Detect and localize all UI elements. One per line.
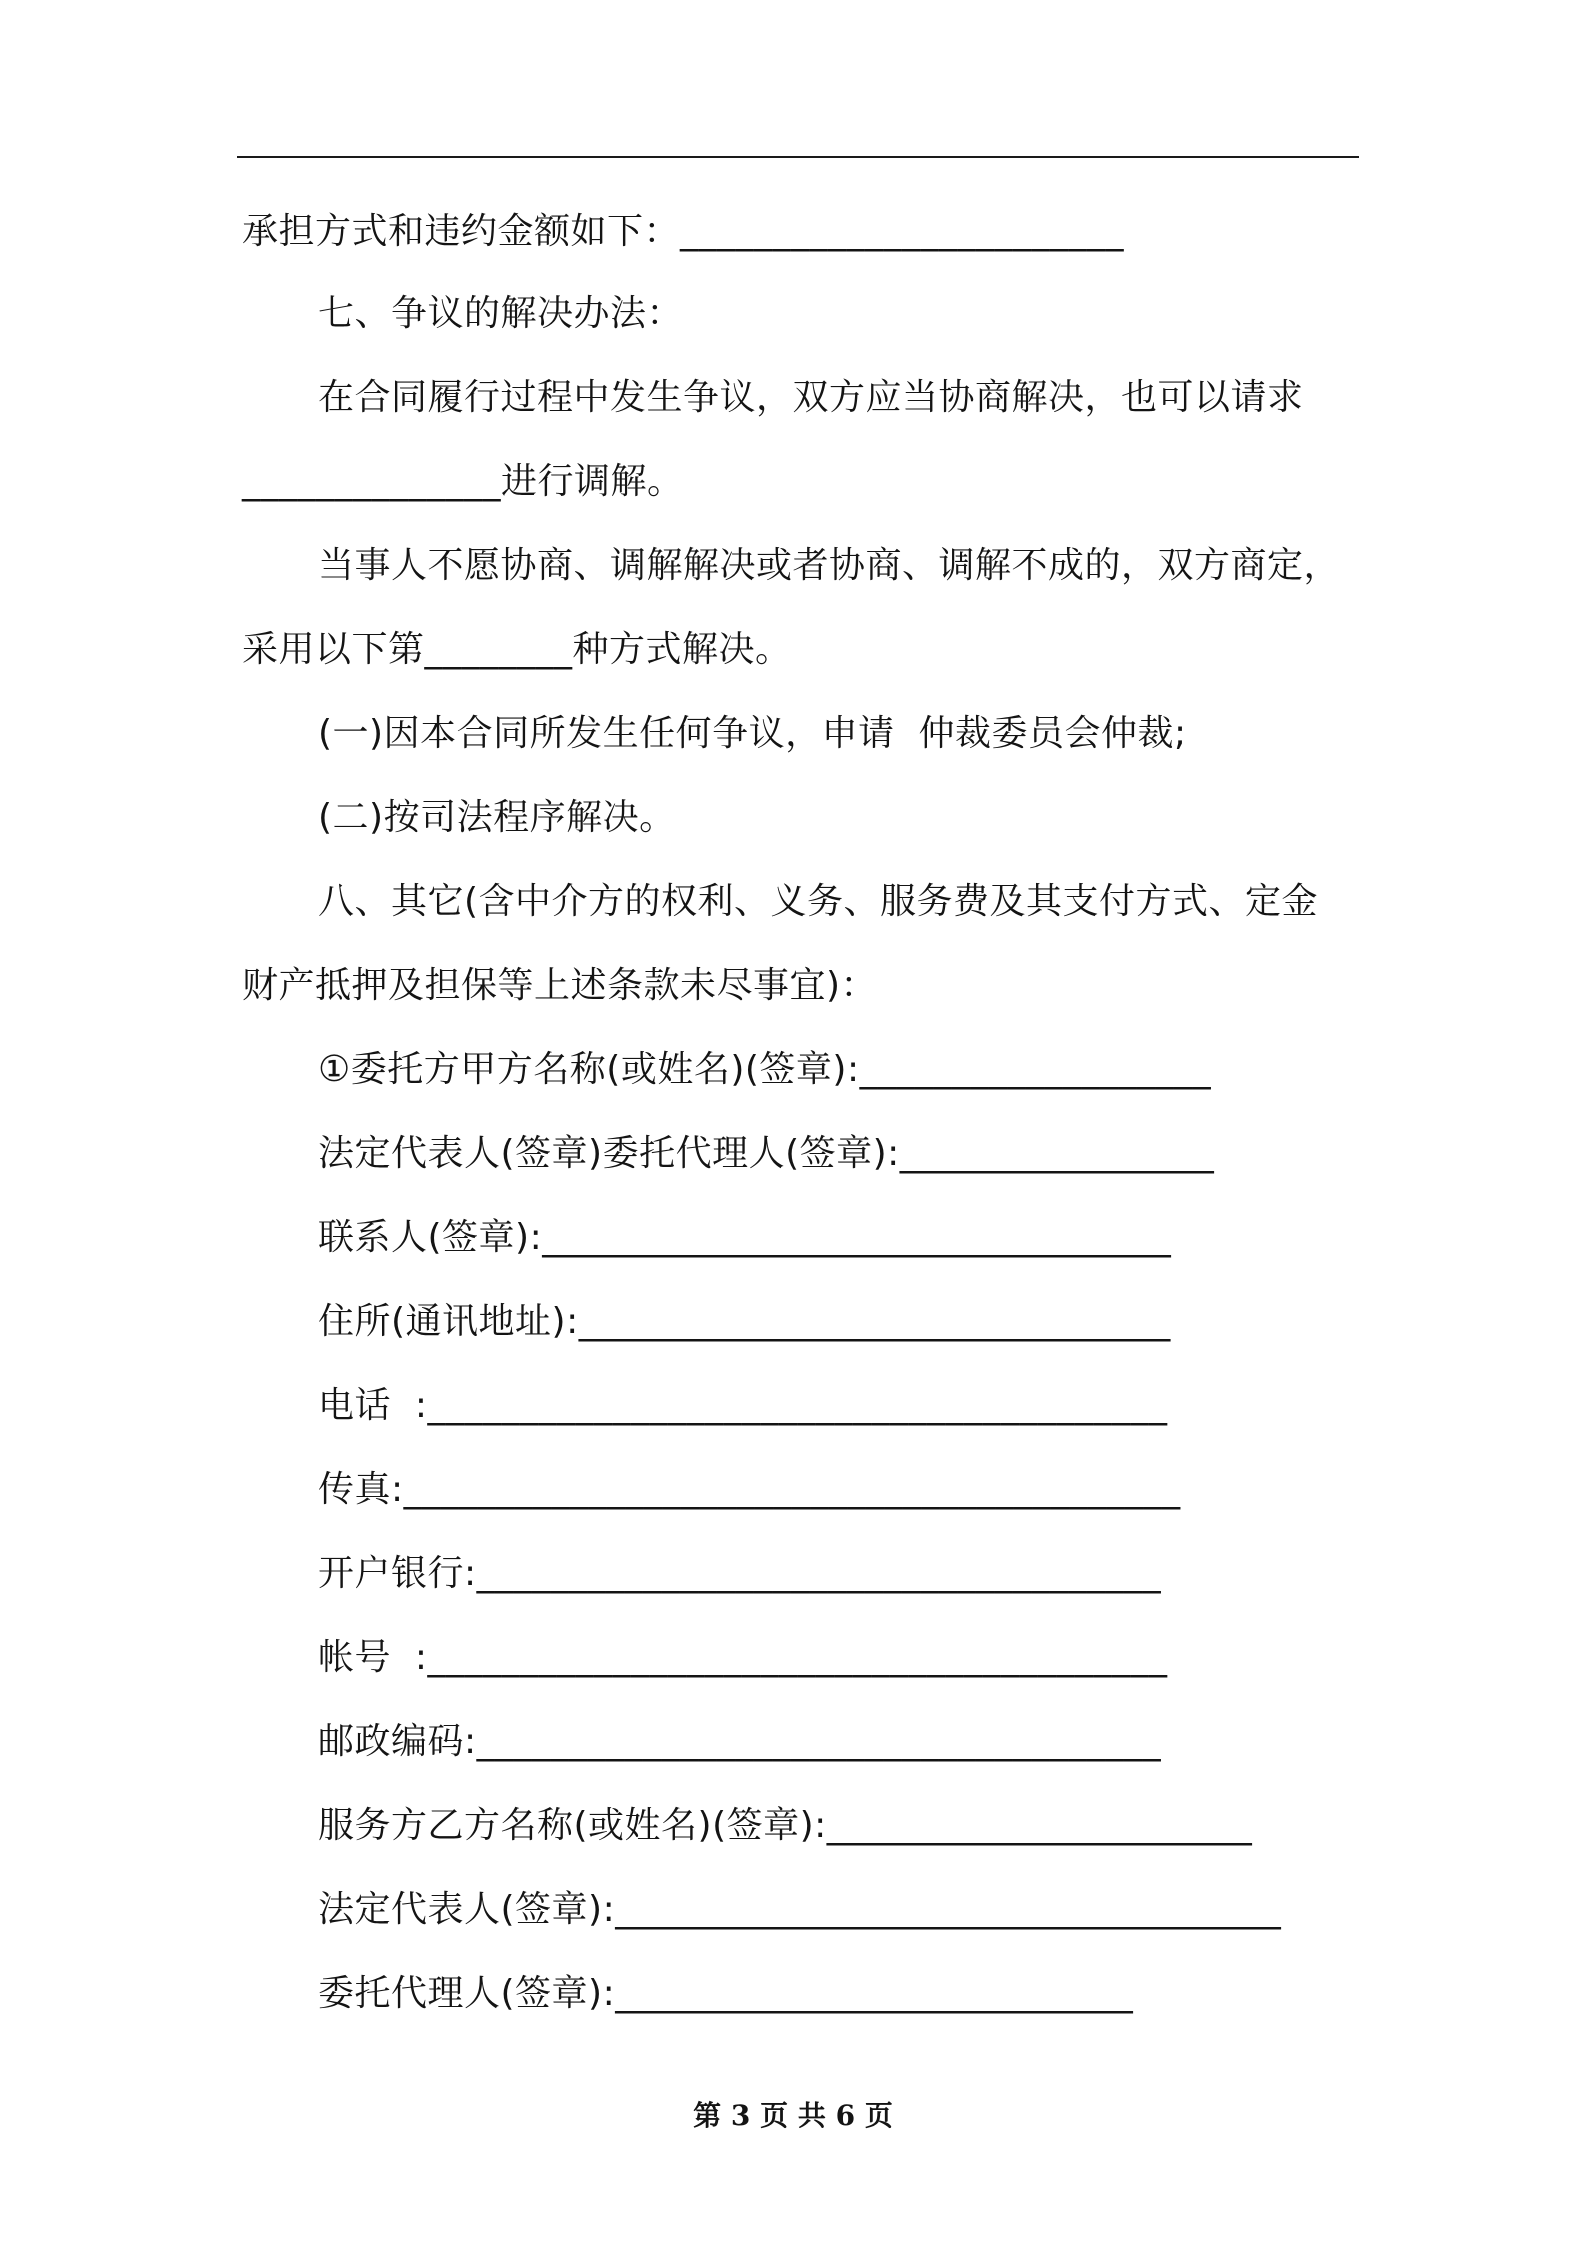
party-a-postcode-field: 邮政编码:_____________________________________: [318, 1721, 1162, 1762]
party-a-fax-field: 传真:__________________________________________: [318, 1469, 1181, 1510]
party-b-representative-field: 法定代表人(签章):____________________________________: [318, 1889, 1282, 1930]
clause-8-heading-cont: 财产抵押及担保等上述条款未尽事宜)：: [242, 965, 878, 1006]
clause-7-paragraph-1: 在合同履行过程中发生争议，双方应当协商解决，也可以请求: [318, 377, 1304, 418]
clause-7-option-1: (一)因本合同所发生任何争议，申请 仲裁委员会仲裁;: [318, 713, 1187, 754]
clause-8-heading: 八、其它(含中介方的权利、义务、服务费及其支付方式、定金: [318, 881, 1319, 922]
clause-7-paragraph-1-cont: ______________进行调解。: [242, 461, 684, 502]
party-a-representative-field: 法定代表人(签章)委托代理人(签章):_________________: [318, 1133, 1215, 1174]
party-a-account-field: 帐号 :________________________________________: [318, 1637, 1168, 1678]
party-a-phone-field: 电话 :________________________________________: [318, 1385, 1168, 1426]
clause-7-paragraph-2-cont: 采用以下第________种方式解决。: [242, 629, 792, 670]
clause-7-heading: 七、争议的解决办法：: [318, 293, 684, 334]
page-number-footer: 第 3 页 共 6 页: [693, 2099, 893, 2132]
party-b-name-field: 服务方乙方名称(或姓名)(签章):_______________________: [318, 1805, 1253, 1846]
clause-7-paragraph-2: 当事人不愿协商、调解解决或者协商、调解不成的，双方商定，: [318, 545, 1341, 586]
clause-6-liability-line: 承担方式和违约金额如下：________________________: [242, 211, 1125, 252]
party-a-bank-field: 开户银行:_____________________________________: [318, 1553, 1162, 1594]
header-rule: [237, 156, 1359, 158]
party-a-address-field: 住所(通讯地址):________________________________: [318, 1301, 1171, 1342]
party-a-contact-field: 联系人(签章):__________________________________: [318, 1217, 1172, 1258]
party-b-agent-field: 委托代理人(签章):____________________________: [318, 1973, 1134, 2014]
clause-7-option-2: (二)按司法程序解决。: [318, 797, 676, 838]
party-a-name-field: ①委托方甲方名称(或姓名)(签章):___________________: [318, 1049, 1212, 1090]
